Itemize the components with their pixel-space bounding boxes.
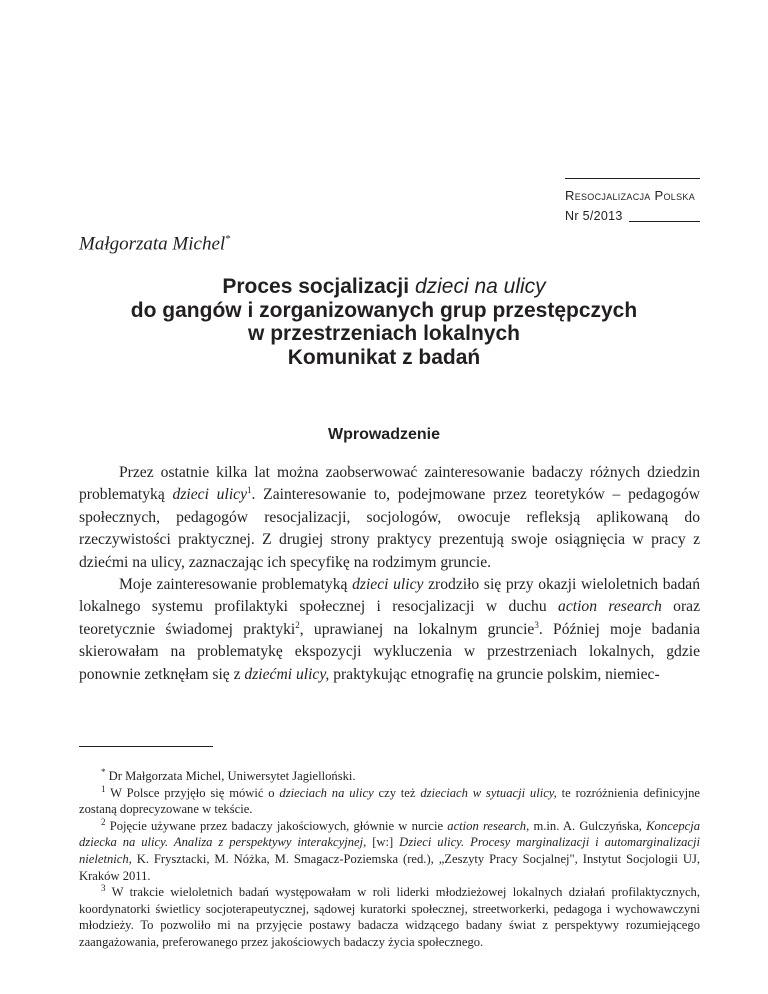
fn2-text-a: Pojęcie używane przez badaczy jakościowych, głównie w nurcie: [109, 818, 448, 833]
title-line-4: Komunikat z badań: [287, 345, 481, 369]
footnote-mark-2: 2: [101, 816, 106, 827]
issue-rule: [629, 211, 700, 222]
footnote-1: [79, 785, 700, 818]
footnote-separator: [79, 746, 213, 747]
section-heading: Wprowadzenie: [327, 426, 440, 443]
p2-text-f: , uprawianej na lokalnym gruncie: [299, 620, 535, 638]
title-line-1-bold: Proces socjalizacji: [222, 275, 410, 298]
fn2-text-e: , [w:]: [363, 835, 400, 850]
p2-italic-term-2: dziećmi ulicy,: [244, 665, 330, 683]
footnote-ref-2: 2: [295, 619, 300, 630]
p2-text-e: oraz teoretycznie świadomej praktyki: [79, 598, 700, 638]
article-title: [79, 275, 689, 369]
footnote-author: [79, 768, 700, 785]
fn2-italic-f: Dzieci ulicy. Procesy marginalizacji i automarginalizacji nieletnich: [79, 835, 700, 866]
journal-header: [565, 178, 700, 226]
title-line-1: [79, 275, 689, 299]
fn1-italic-b: dzieciach na ulicy: [279, 785, 374, 800]
journal-issue-row: [565, 206, 700, 226]
author-name: Małgorzata Michel: [79, 233, 226, 255]
p2-text-i: praktykując etnografię na gruncie polskim, niemiec-: [329, 665, 660, 683]
title-line-3: w przestrzeniach lokalnych: [248, 322, 520, 345]
p2-italic-action-research: action research: [558, 598, 662, 616]
fn2-italic-d: Koncepcja dziecka na ulicy. Analiza z perspektywy interakcyjnej: [79, 818, 700, 850]
footnote-3: [79, 884, 700, 950]
fn2-text-g: , K. Frysztacki, M. Nóżka, M. Smagacz-Poziemska (red.), „Zeszyty Pracy Socjalnej", Instytut Socjologii UJ, Kraków 2011.: [79, 851, 700, 883]
footnote-mark-1: 1: [101, 783, 106, 794]
paragraph-2: [79, 574, 700, 686]
fn2-text-c: , m.in. A. Gulczyńska,: [526, 818, 647, 833]
p2-text-c: zrodziło się przy okazji wieloletnich badań lokalnego systemu profilaktyki społecznej i resocjalizacji w duchu: [79, 576, 700, 616]
footnote-2: [79, 818, 700, 884]
title-line-2: do gangów i zorganizowanych grup przestępczych: [130, 298, 638, 322]
fn1-text-e: te rozróżnienia definicyjne zostaną doprecyzowane w tekście.: [79, 785, 700, 817]
author-line: [79, 233, 231, 255]
fn3-text: W trakcie wieloletnich badań występowałam w roli liderki młodzieżowej lokalnych działań profilaktycznych, koordynatorki świetlicy socjoterapeutycznej, sądowej kuratorki społecznej, streetworkerki, pedagoga i wychowawczyni młodzieży. To pozwoliło mi na przyjęcie postawy badacza widzącego badany świat z perspektywy rozumiejącego zaangażowania, preferowanego przez jakościowych badaczy życia społecznego.: [79, 885, 701, 949]
p1-text-c: . Zainteresowanie to, podejmowane przez teoretyków – pedagogów społecznych, pedagogów resocjalizacji, socjologów, owocuje refleksją aplikowaną do rzeczywistości praktycznej. Z drugiej strony praktycy prezentują swoje osiągnięcia w pracy z dziećmi na ulicy, zaznaczając ich specyfikę na rodzimym gruncie.: [79, 486, 700, 571]
fn1-text-a: W Polsce przyjęło się mówić o: [110, 785, 280, 800]
fn1-italic-d: dzieciach w sytuacji ulicy,: [420, 785, 557, 800]
p1-italic-term: dzieci ulicy: [172, 486, 247, 504]
footnote-author-text: Dr Małgorzata Michel, Uniwersytet Jagielloński.: [108, 769, 356, 783]
fn1-text-c: czy też: [373, 785, 421, 800]
journal-issue: Nr 5/2013: [565, 209, 623, 223]
footnote-ref-1: 1: [247, 485, 252, 496]
body-text: [79, 462, 700, 686]
p2-italic-term: dzieci ulicy: [352, 576, 424, 594]
author-footnote-mark: *: [225, 233, 231, 245]
p2-text-a: Moje zainteresowanie problematyką: [119, 576, 353, 594]
footnote-mark-star: *: [101, 766, 106, 777]
journal-name: Resocjalizacja Polska: [565, 188, 696, 203]
p1-text-a: Przez ostatnie kilka lat można zaobserwować zainteresowanie badaczy różnych dziedzin problematyką: [79, 464, 700, 504]
footnotes: [79, 768, 700, 951]
title-line-1-italic: dzieci na ulicy: [409, 275, 546, 298]
p2-text-g: . Później moje badania skierowałam na problematykę ekspozycji wykluczenia w przestrzeniach lokalnych, gdzie ponownie zetknęłam się z: [79, 620, 700, 683]
fn2-italic-b: action research: [447, 818, 527, 833]
footnote-ref-3: 3: [534, 619, 539, 630]
paragraph-1: [79, 462, 700, 574]
footnote-mark-3: 3: [101, 882, 106, 893]
